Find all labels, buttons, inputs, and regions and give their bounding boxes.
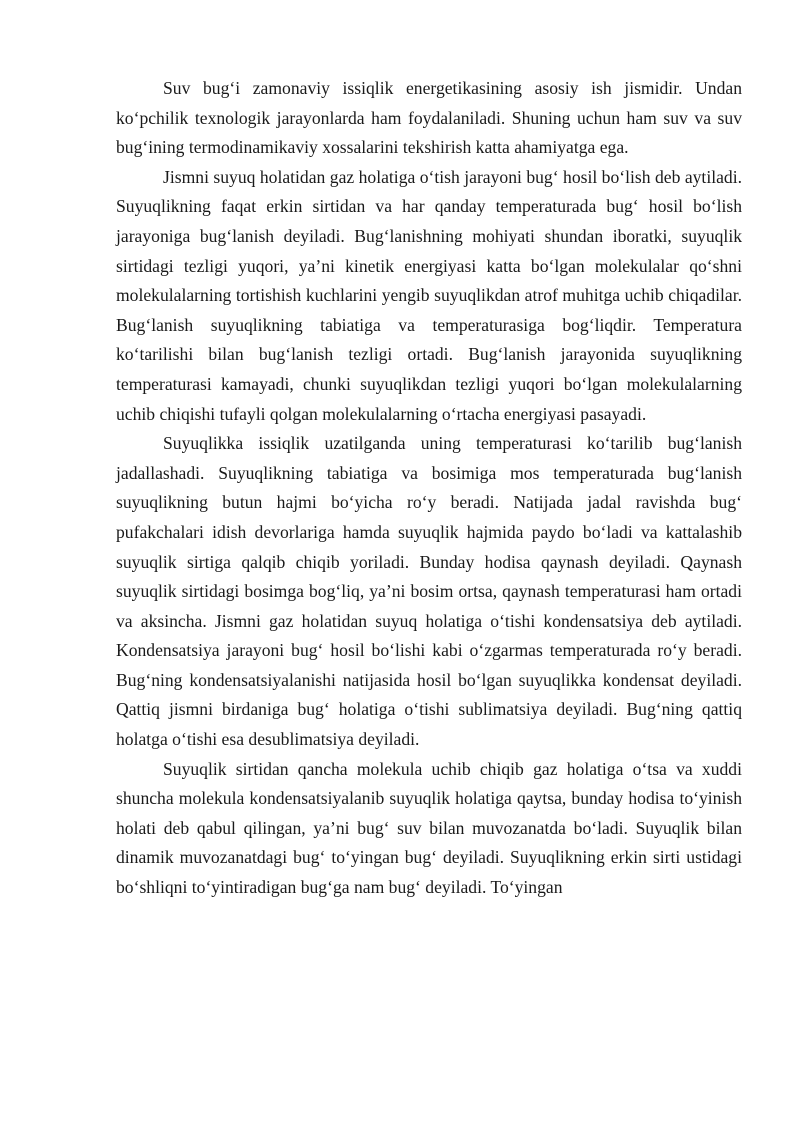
paragraph-evaporation: Jismni suyuq holatidan gaz holatiga o‘tish jarayoni bug‘ hosil bo‘lish deb aytiladi. Suyuqlikning faqat erkin sirtidan va har qanday temperaturada bug‘ hosil bo‘lish jarayoniga bug‘lanish deyiladi. Bug‘lanishning mohiyati shundan iboratki, suyuqlik sirtidagi tezligi yuqori, ya’ni kinetik energiyasi katta bo‘lgan molekulalar qo‘shni molekulalarning tortishish kuchlarini yengib suyuqlikdan atrof muhitga uchib chiqadilar. Bug‘lanish suyuqlikning tabiatiga va temperaturasiga bog‘liqdir. Temperatura ko‘tarilishi bilan bug‘lanish tezligi ortadi. Bug‘lanish jarayonida suyuqlikning temperaturasi kamayadi, chunki suyuqlikdan tezligi yuqori bo‘lgan molekulalarning uchib chiqishi tufayli qolgan molekulalarning o‘rtacha energiyasi pasayadi. xyxy=(116,166,742,424)
document-page xyxy=(116,74,742,903)
paragraph-water-vapor-intro: Suv bug‘i zamonaviy issiqlik energetikasining asosiy ish jismidir. Undan ko‘pchilik texnologik jarayonlarda ham foydalaniladi. Shuning uchun ham suv va suv bug‘ining termodinamikaviy xossalarini tekshirish katta ahamiyatga ega. xyxy=(116,78,742,158)
paragraph-saturation: Suyuqlik sirtidan qancha molekula uchib chiqib gaz holatiga o‘tsa va xuddi shuncha molekula kondensatsiyalanib suyuqlik holatiga qaytsa, bunday hodisa to‘yinish holati deb qabul qilingan, ya’ni bug‘ suv bilan muvozanatda bo‘ladi. Suyuqlik bilan dinamik muvozanatdagi bug‘ to‘yingan bug‘ deyiladi. Suyuqlikning erkin sirti ustidagi bo‘shliqni to‘yintiradigan bug‘ga nam bug‘ deyiladi. To‘yingan xyxy=(116,758,742,898)
paragraph-boiling-condensation: Suyuqlikka issiqlik uzatilganda uning temperaturasi ko‘tarilib bug‘lanish jadallashadi. Suyuqlikning tabiatiga va bosimiga mos temperaturada bug‘lanish suyuqlikning butun hajmi bo‘yicha ro‘y beradi. Natijada jadal ravishda bug‘ pufakchalari idish devorlariga hamda suyuqlik hajmida paydo bo‘ladi va kattalashib suyuqlik sirtiga qalqib chiqib yoriladi. Bunday hodisa qaynash deyiladi. Qaynash suyuqlik sirtidagi bosimga bog‘liq, ya’ni bosim ortsa, qaynash temperaturasi ham ortadi va aksincha. Jismni gaz holatidan suyuq holatiga o‘tishi kondensatsiya deb aytiladi. Kondensatsiya jarayoni bug‘ hosil bo‘lishi kabi o‘zgarmas temperaturada ro‘y beradi. Bug‘ning kondensatsiyalanishi natijasida hosil bo‘lgan suyuqlikka kondensat deyiladi. Qattiq jismni birdaniga bug‘ holatiga o‘tishi sublimatsiya deyiladi. Bug‘ning qattiq holatga o‘tishi esa desublimatsiya deyiladi. xyxy=(116,433,742,750)
